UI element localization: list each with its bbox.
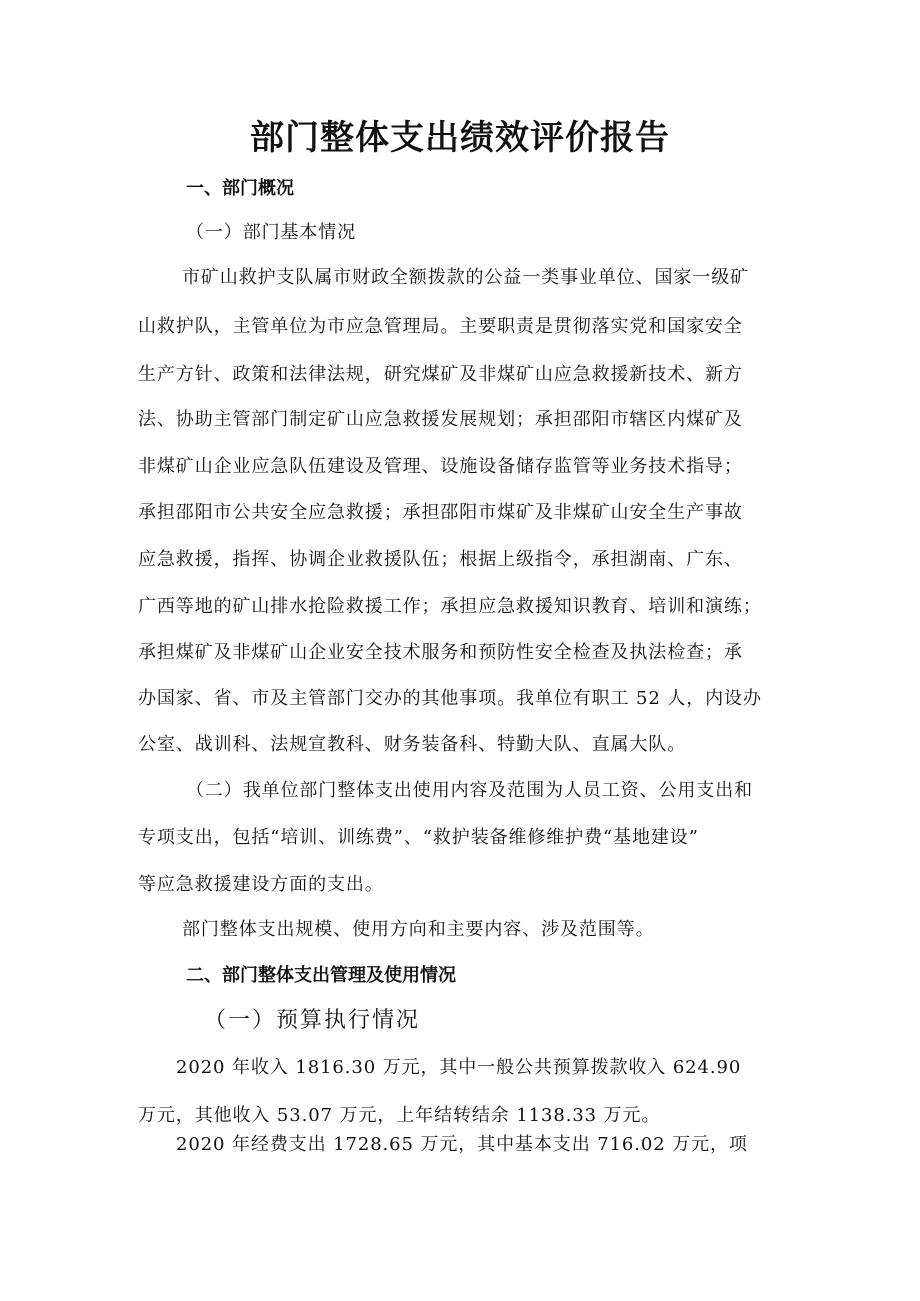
text-line: 广西等地的矿山排水抢险救援工作；承担应急救援知识教育、培训和演练； bbox=[138, 596, 762, 617]
paragraph-scale: 部门整体支出规模、使用方向和主要内容、涉及范围等。 bbox=[182, 919, 655, 940]
text-line: 2020 年经费支出 1728.65 万元，其中基本支出 716.02 万元，项 bbox=[176, 1134, 748, 1155]
text-line: 山救护队，主管单位为市应急管理局。主要职责是贯彻落实党和国家安全 bbox=[138, 316, 743, 337]
page-title: 部门整体支出绩效评价报告 bbox=[250, 118, 670, 158]
text-line: 生产方针、政策和法律法规，研究煤矿及非煤矿山应急救援新技术、新方 bbox=[138, 364, 743, 385]
text-line: 非煤矿山企业应急队伍建设及管理、设施设备储存监管等业务技术指导； bbox=[138, 456, 743, 477]
text-line: 万元，其他收入 53.07 万元，上年结转结余 1138.33 万元。 bbox=[138, 1105, 661, 1126]
text-line: 承担邵阳市公共安全应急救援；承担邵阳市煤矿及非煤矿山安全生产事故 bbox=[138, 502, 743, 523]
section-heading-management: 二、部门整体支出管理及使用情况 bbox=[186, 965, 456, 986]
subheading-budget-execution: （一）预算执行情况 bbox=[204, 1008, 421, 1033]
text-line: 公室、战训科、法规宣教科、财务装备科、特勤大队、直属大队。 bbox=[138, 734, 687, 755]
text-line: 办国家、省、市及主管部门交办的其他事项。我单位有职工 52 人，内设办 bbox=[138, 688, 762, 709]
text-line: 法、协助主管部门制定矿山应急救援发展规划；承担邵阳市辖区内煤矿及 bbox=[138, 409, 743, 430]
subheading-basic-info: （一）部门基本情况 bbox=[186, 222, 357, 243]
text-line: 应急救援，指挥、协调企业救援队伍；根据上级指令，承担湖南、广东、 bbox=[138, 549, 743, 570]
text-line: 等应急救援建设方面的支出。 bbox=[138, 874, 384, 895]
text-line: （二）我单位部门整体支出使用内容及范围为人员工资、公用支出和 bbox=[186, 780, 753, 801]
text-line: 市矿山救护支队属市财政全额拨款的公益一类事业单位、国家一级矿 bbox=[182, 267, 749, 288]
text-line: 专项支出，包括“培训、训练费”、“救护装备维修维护费“基地建设” bbox=[138, 827, 699, 848]
text-line: 2020 年收入 1816.30 万元，其中一般公共预算拨款收入 624.90 bbox=[176, 1057, 742, 1078]
text-line: 承担煤矿及非煤矿山企业安全技术服务和预防性安全检查及执法检查；承 bbox=[138, 642, 743, 663]
section-heading-overview: 一、部门概况 bbox=[186, 178, 294, 199]
